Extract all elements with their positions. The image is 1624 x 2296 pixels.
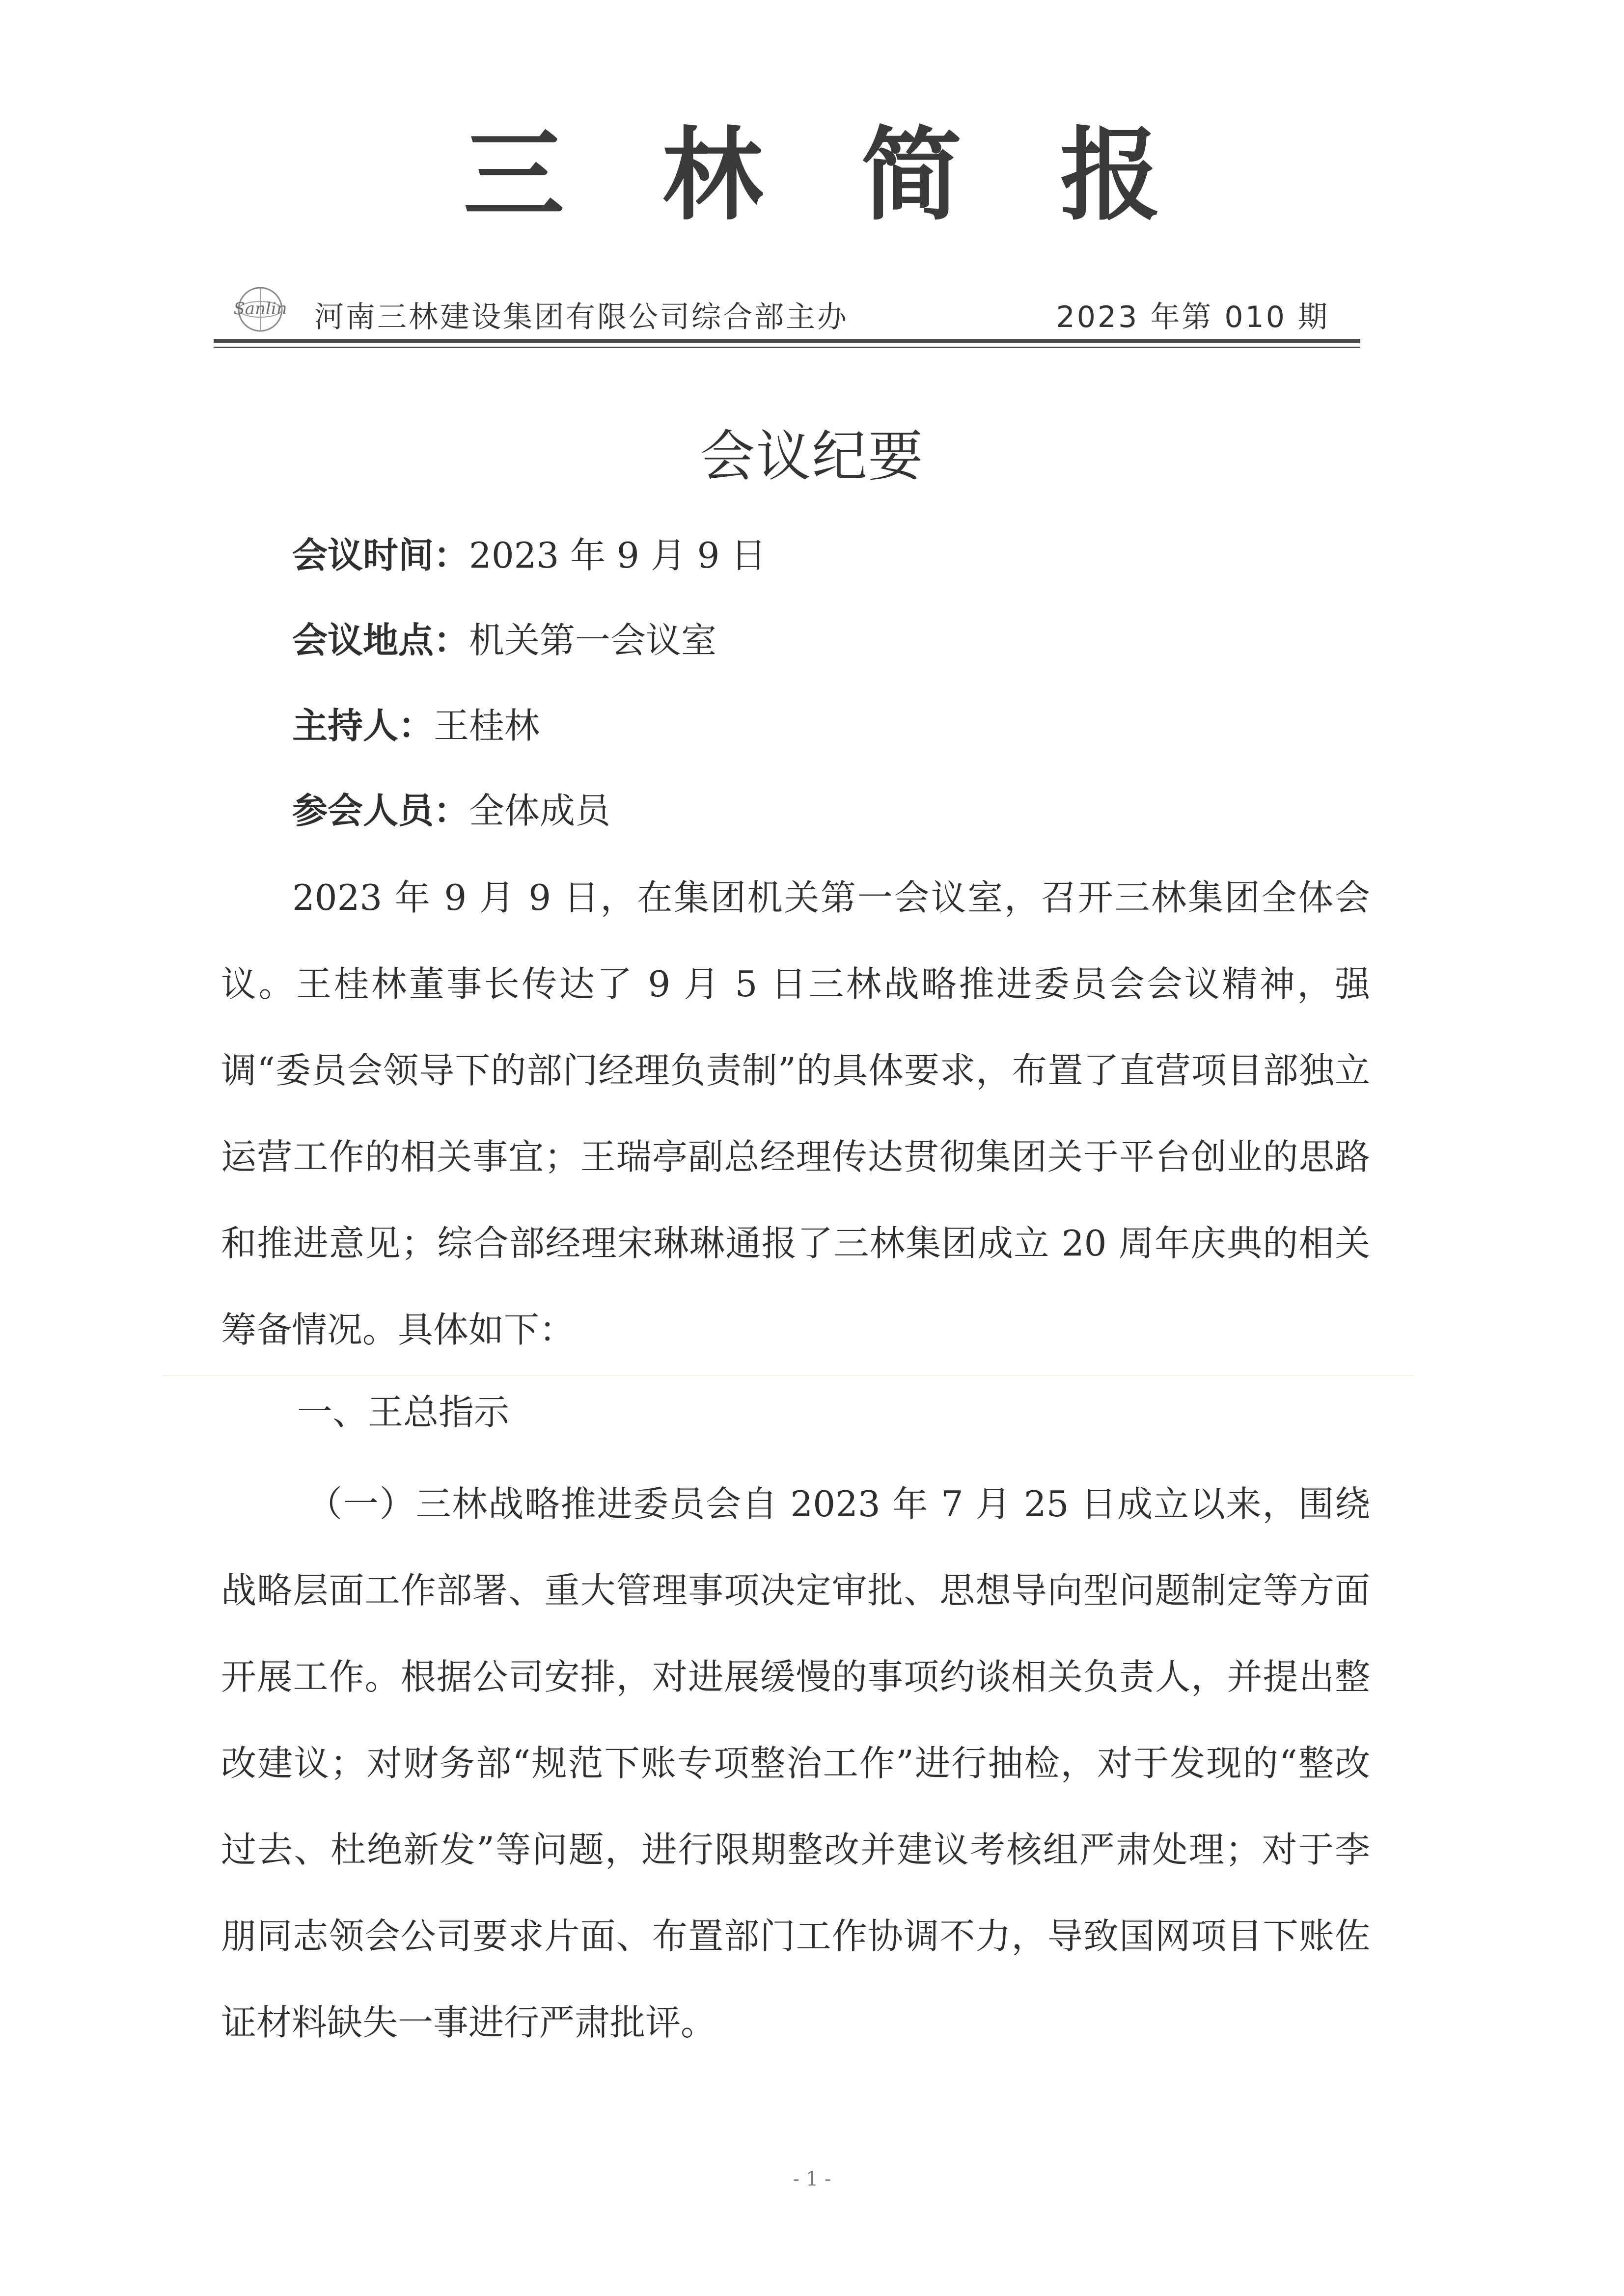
meta-host (292, 705, 540, 746)
meta-attendees (292, 790, 611, 831)
issue-number: 2023 年第 010 期 (1056, 300, 1329, 334)
masthead-rule-thin (214, 347, 1360, 348)
document-title: 会议纪要 (700, 425, 924, 489)
page-number: - 1 - (793, 2168, 831, 2190)
meta-location-label: 会议地点： (292, 620, 469, 661)
meta-time-label: 会议时间： (292, 535, 469, 576)
meta-location-value: 机关第一会议室 (469, 620, 717, 661)
issuer-line: 河南三林建设集团有限公司综合部主办 (314, 300, 849, 334)
masthead-title: 三林简报 (463, 116, 1259, 234)
meta-host-value: 王桂林 (434, 705, 540, 746)
intro-paragraph: 2023 年 9 月 9 日，在集团机关第一会议室，召开三林集团全体会议。王桂林董事长传达了 9 月 5 日三林战略推进委员会会议精神，强调“委员会领导下的部门经理负责制”的具体要求，布置了直营项目部独立运营工作的相关事宜；王瑞亭副总经理传达贯彻集团关于平台创业的思路和推进意见；综合部经理宋琳琳通报了三林集团成立 20 周年庆典的相关筹备情况。具体如下： (221, 877, 1370, 1350)
meta-time-value: 2023 年 9 月 9 日 (469, 535, 767, 576)
meta-attendees-value: 全体成员 (469, 790, 611, 831)
scan-artifact-line (162, 1375, 1414, 1376)
company-logo (223, 285, 297, 334)
meta-time (292, 535, 767, 576)
section-paragraph: （一）三林战略推进委员会自 2023 年 7 月 25 日成立以来，围绕战略层面工作部署、重大管理事项决定审批、思想导向型问题制定等方面开展工作。根据公司安排，对进展缓慢的事项约谈相关负责人，并提出整改建议；对财务部“规范下账专项整治工作”进行抽检，对于发现的“整改过去、杜绝新发”等问题，进行限期整改并建议考核组严肃处理；对于李朋同志领会公司要求片面、布置部门工作协调不力，导致国网项目下账佐证材料缺失一事进行严肃批评。 (221, 1483, 1370, 2043)
masthead-rule-thick (214, 339, 1360, 343)
section-heading: 一、王总指示 (297, 1392, 510, 1433)
meta-host-label: 主持人： (292, 705, 434, 746)
meta-location (292, 620, 717, 661)
meta-attendees-label: 参会人员： (292, 790, 469, 831)
svg-text:Sanlin: Sanlin (233, 299, 287, 319)
